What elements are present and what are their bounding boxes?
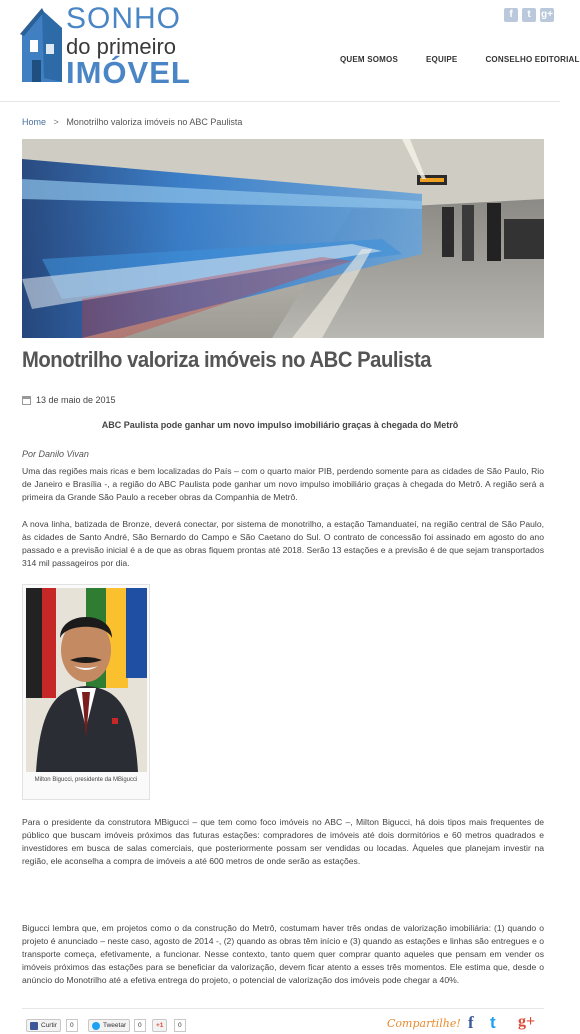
tweet-button[interactable] [88,1019,130,1032]
article-title: Monotrilho valoriza imóveis no ABC Paulista [22,347,432,372]
breadcrumb [22,117,242,127]
figure-milton-bigucci [22,584,150,800]
google-plus-share-icon[interactable]: g+ [518,1013,536,1030]
facebook-icon[interactable]: f [504,8,518,22]
compartilhe-label: Compartilhe! [387,1017,461,1030]
facebook-share-icon[interactable]: f [468,1013,474,1032]
tweet-count: 0 [134,1019,146,1032]
facebook-like-button[interactable] [26,1019,61,1032]
portrait-photo [26,588,147,772]
figure-caption: Milton Bigucci, presidente da MBigucci [34,777,138,783]
paragraph-4: Bigucci lembra que, em projetos como o da construção do Metrô, costumam haver três ondas de valorização imobiliária: (1) quando o projeto é anunciado – neste caso, agosto de 2014 -, (2) quando as obras têm início e (3) quando as estações e linhas são entregues e o transporte começa, efetivamente, a funcionar. Nesse contexto, tanto quem quer comprar quanto aqueles que pensam em vender os imóveis próximos das estações para se beneficiar da valorização, devem ficar atento a esses três momentos. Ele estima que, desde o anúncio do Monotrilho até a efetiva entrega do projeto, o potencial de valorização dos imóveis pode chegar a 40%. [22,923,544,985]
nav-item-equipe[interactable]: EQUIPE [426,55,458,64]
google-plus-icon[interactable]: g+ [541,9,553,20]
logo-line-1: SONHO [66,2,182,35]
breadcrumb-home-link[interactable]: Home [22,117,47,127]
calendar-icon [22,396,31,405]
article-date [22,395,116,405]
logo-text [66,4,191,88]
paragraph-2: A nova linha, batizada de Bronze, deverá conectar, por sistema de monotrilho, a estação Tamanduateí, na região central de São Paulo, às cidades de Santo André, São Bernardo do Campo e São Caetano do Sul. O contrato de concessão foi assinado em agosto do ano passado e a previsão inicial é a de que as obras fiquem prontas até 2018. Serão 13 estações e a previsão é de que sejam transportados 314 mil passageiros por dia. [22,519,544,568]
breadcrumb-separator: > [53,117,59,127]
metro-train-photo [22,139,544,338]
nav-item-quem-somos[interactable]: QUEM SOMOS [340,55,399,64]
site-header [0,0,580,102]
hero-image-metro-train [22,139,544,338]
main-nav [340,55,580,64]
site-logo[interactable] [20,4,200,94]
paragraph-1: Uma das regiões mais ricas e bem localizadas do País – com o quarto maior PIB, perdendo somente para as cidades de São Paulo, Rio de Janeiro e Brasília -, a região do ABC Paulista pode ganhar um novo impulso imobiliário graças à chegada do Metrô. A região será a primeira da Grande São Paulo a receber obras da Companhia de Metrô. [22,466,544,502]
facebook-small-icon [30,1022,38,1030]
twitter-icon[interactable]: t [522,8,536,22]
paragraph-3: Para o presidente da construtora MBigucci – que tem como foco imóveis no ABC –, Milton Bigucci, há dois tipos mais frequentes de público que buscam imóveis próximos das futuras estações: compradores de imóveis até dois dormitórios e 60 metros quadrados e investidores em busca de salas comerciais, que posteriormente possam ser vendidas ou locadas. Àqueles que planejam investir na região, ele aconselha a compra de imóveis a até 600 metros de onde serão as estações. [22,817,544,866]
facebook-like-count: 0 [66,1019,78,1032]
article-subtitle: ABC Paulista pode ganhar um novo impulso imobiliário graças à chegada do Metrô [101,420,459,430]
facebook-like-label: Curtir [41,1022,57,1029]
logo-line-3: IMÓVEL [66,55,191,90]
nav-item-conselho-editorial[interactable]: CONSELHO EDITORIAL [485,55,580,64]
google-plus-one-count: 0 [174,1019,186,1032]
google-plus-one-button[interactable]: +1 [152,1019,167,1032]
article-date-text: 13 de maio de 2015 [36,395,116,405]
house-logo-icon [20,4,64,84]
logo-line-2: do primeiro [66,34,177,59]
article-author: Por Danilo Vivan [22,449,89,459]
tweet-label: Tweetar [103,1022,127,1029]
header-social-links [504,8,554,22]
breadcrumb-current: Monotrilho valoriza imóveis no ABC Paulista [66,117,243,127]
twitter-share-icon[interactable]: t [490,1013,496,1032]
portrait-image [26,588,147,772]
twitter-small-icon [92,1022,100,1030]
share-bar [22,1008,544,1034]
